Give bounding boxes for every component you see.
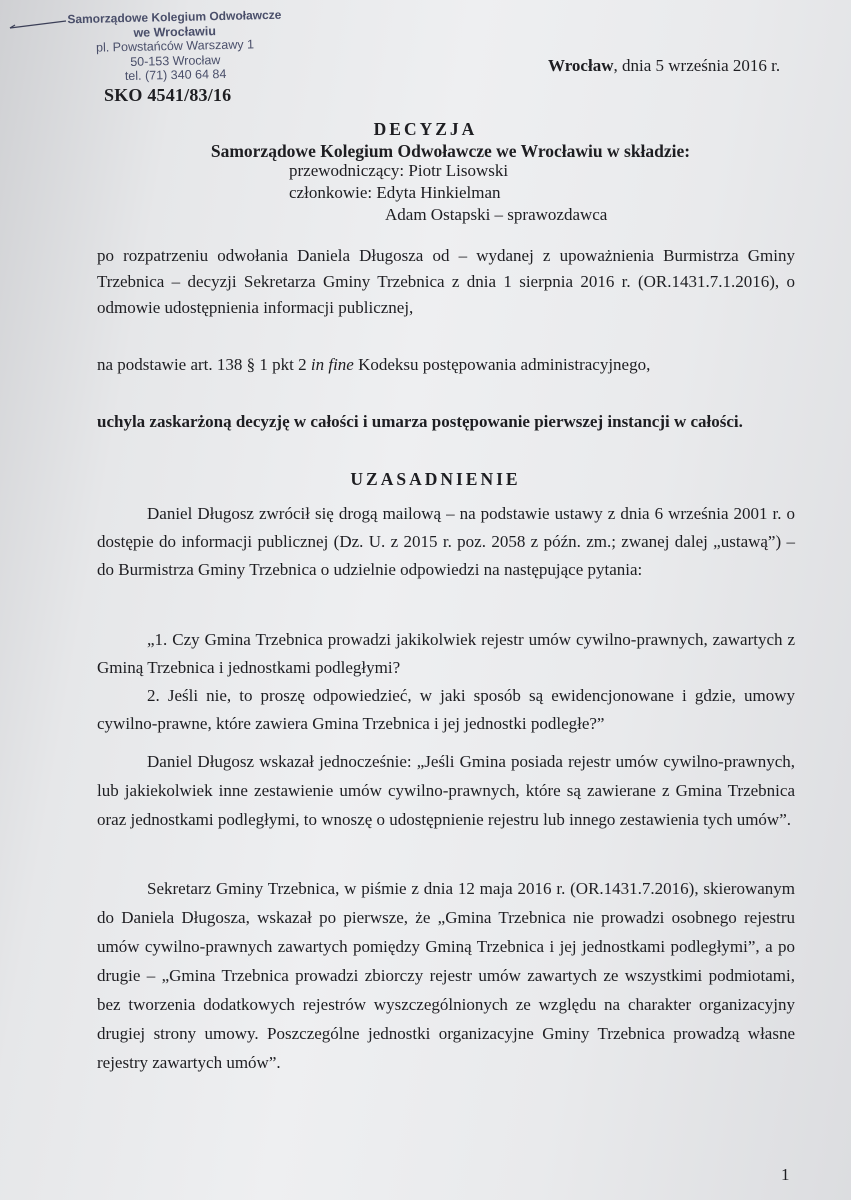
paragraph-5-text: Sekretarz Gminy Trzebnica, w piśmie z dnia 12 maja 2016 r. (OR.1431.7.2016), skierowanym do Daniela Długosza, wskazał po pierwsze, że „Gmina Trzebnica nie prowadzi osobnego rejestru umów cywilno-prawnych zawartych pomiędzy Gminą Trzebnica i jej jednostkami podległymi”, a po drugie – „Gmina Trzebnica prowadzi zbiorczy rejestr umów zawartych ze wszystkimi podmiotami, bez tworzenia dodatkowych rejestrów wyszczególnionych ze względu na charakter organizacyjny drugiej strony umowy. Poszczególne jednostki organizacyjne Gminy Trzebnica prowadzą własne rejestry zawartych umów”. <box>97 879 795 1072</box>
stamp-line-5: tel. (71) 340 64 84 <box>124 66 227 84</box>
stamp-line-1: Samorządowe Kolegium Odwoławcze <box>67 7 282 27</box>
paragraph-4-text: Daniel Długosz wskazał jednocześnie: „Jeśli Gmina posiada rejestr umów cywilno-prawnych, lub jakiekolwiek inne zestawienie umów cywilno-prawnych, które są zawierane z Gmina Trzebnica oraz jednostkami podległymi, to wnoszę o udostępnienie rejestru lub innego zestawienia tych umów”. <box>97 752 795 829</box>
page-number: 1 <box>781 1165 790 1184</box>
stamp-line-3: pl. Powstańców Warszawy 1 <box>95 37 255 55</box>
ruling-line: uchyla zaskarżoną decyzję w całości i umarza postępowanie pierwszej instancji w całości. <box>97 412 743 431</box>
date-line <box>548 56 780 76</box>
office-stamp <box>59 8 290 85</box>
legal-basis-italic: in fine <box>310 355 354 374</box>
date-text: , dnia 5 września 2016 r. <box>613 56 781 75</box>
intro-paragraph: po rozpatrzeniu odwołania Daniela Długosza od – wydanej z upoważnienia Burmistrza Gminy Trzebnica – decyzji Sekretarza Gminy Trzebnica z dnia 1 sierpnia 2016 r. (OR.1431.7.1.2016), o odmowie udostępnienia informacji publicznej, <box>97 246 795 317</box>
paragraph-2 <box>97 626 795 682</box>
paragraph-1-text: Daniel Długosz zwrócił się drogą mailową – na podstawie ustawy z dnia 6 września 2001 r. o dostępie do informacji publicznej (Dz. U. z 2015 r. poz. 2058 z późn. zm.; zwanej dalej „ustawą”) – do Burmistrza Gminy Trzebnica o udzielnie odpowiedzi na następujące pytania: <box>97 504 795 579</box>
paragraph-3-text: 2. Jeśli nie, to proszę odpowiedzieć, w jaki sposób są ewidencjonowane i gdzie, umowy cywilno-prawne, które zawiera Gmina Trzebnica i jej jednostki podległe?” <box>97 686 795 733</box>
date-place: Wrocław <box>548 56 614 75</box>
legal-basis-after: Kodeksu postępowania administracyjnego, <box>353 355 651 374</box>
chair-line: przewodniczący: Piotr Lisowski <box>289 161 509 180</box>
paragraph-3 <box>97 682 795 738</box>
case-reference: SKO 4541/83/16 <box>104 85 232 105</box>
stamp-line-4: 50-153 Wrocław <box>130 52 221 69</box>
legal-basis-line <box>97 355 650 375</box>
member-line-2: Adam Ostapski – sprawozdawca <box>385 205 608 224</box>
justification-title: UZASADNIENIE <box>350 469 521 489</box>
board-composition-heading: Samorządowe Kolegium Odwoławcze we Wrocławiu w składzie: <box>210 141 691 161</box>
legal-basis-before: na podstawie art. 138 § 1 pkt 2 <box>97 355 311 374</box>
stamp-line-2: we Wrocławiu <box>133 23 217 40</box>
members-line: członkowie: Edyta Hinkielman <box>289 183 501 202</box>
paragraph-1 <box>97 500 795 584</box>
paragraph-2-text: „1. Czy Gmina Trzebnica prowadzi jakikolwiek rejestr umów cywilno-prawnych, zawartych z Gminą Trzebnica i jednostkami podległymi? <box>97 630 795 677</box>
paragraph-5 <box>97 874 795 1077</box>
paragraph-4 <box>97 747 795 834</box>
decision-title: DECYZJA <box>373 119 478 139</box>
